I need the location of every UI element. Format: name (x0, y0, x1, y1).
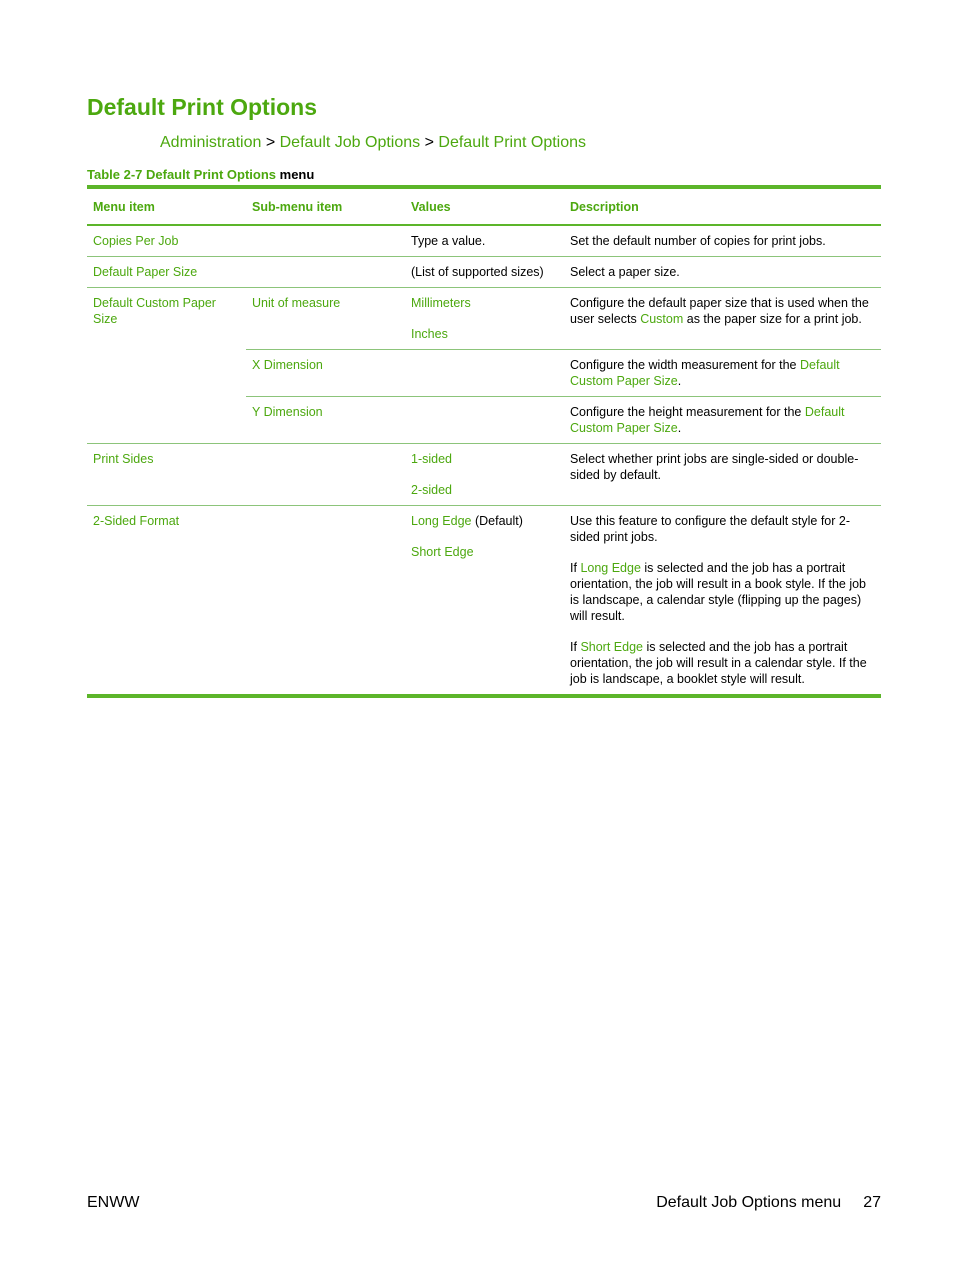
description-cell: Set the default number of copies for print jobs. (570, 234, 826, 248)
sub-menu-cell (246, 506, 405, 695)
sub-menu-y-dimension[interactable]: Y Dimension (252, 405, 323, 419)
value-cell (405, 444, 564, 506)
description-text: as the paper size for a print job. (686, 312, 862, 326)
header-menu-item: Menu item (87, 189, 246, 225)
footer-left-label: ENWW (87, 1194, 140, 1211)
sub-menu-cell (246, 397, 405, 444)
breadcrumb-link-default-print-options[interactable]: Default Print Options (438, 134, 587, 151)
page-number: 27 (863, 1194, 881, 1211)
table-header-row (87, 189, 881, 225)
sub-menu-cell (246, 257, 405, 288)
description-link-default-custom-paper-size[interactable]: Default Custom Paper Size (570, 405, 845, 435)
description-text: . (677, 421, 682, 435)
description-text: Configure the width measurement for the (570, 358, 797, 372)
breadcrumb-link-default-job-options[interactable]: Default Job Options (279, 134, 421, 151)
sub-menu-cell (246, 444, 405, 506)
menu-item-print-sides[interactable]: Print Sides (93, 452, 154, 466)
sub-menu-cell (246, 350, 405, 397)
sub-menu-x-dimension[interactable]: X Dimension (252, 358, 323, 372)
description-link-long-edge[interactable]: Long Edge (580, 561, 641, 575)
breadcrumb-link-administration[interactable]: Administration (160, 134, 262, 151)
menu-item-copies-per-job[interactable]: Copies Per Job (93, 234, 179, 248)
description-link-default-custom-paper-size[interactable]: Default Custom Paper Size (570, 358, 840, 388)
value-cell: Type a value. (411, 234, 486, 248)
value-cell (405, 506, 564, 695)
table-row (87, 444, 881, 506)
menu-item-cell (87, 225, 246, 257)
sub-menu-unit-of-measure[interactable]: Unit of measure (252, 296, 341, 310)
value-default-note: (Default) (474, 514, 523, 528)
sub-menu-cell (246, 225, 405, 257)
value-short-edge[interactable]: Short Edge (411, 545, 474, 559)
description-link-custom[interactable]: Custom (640, 312, 684, 326)
description-link-short-edge[interactable]: Short Edge (580, 640, 643, 654)
description-cell (564, 397, 881, 444)
value-cell (405, 350, 564, 397)
value-1-sided[interactable]: 1-sided (411, 452, 452, 466)
menu-item-2-sided-format[interactable]: 2-Sided Format (93, 514, 180, 528)
value-inches[interactable]: Inches (411, 327, 448, 341)
table-row (87, 225, 881, 257)
value-2-sided[interactable]: 2-sided (411, 483, 452, 497)
menu-item-default-paper-size[interactable]: Default Paper Size (93, 265, 198, 279)
value-cell: (List of supported sizes) (405, 257, 564, 288)
description-cell: Select a paper size. (564, 257, 881, 288)
page-title: Default Print Options (87, 94, 317, 120)
description-text: If (570, 561, 577, 575)
value-cell (405, 397, 564, 444)
table-caption-suffix: menu (279, 167, 315, 182)
description-paragraph (570, 560, 875, 624)
breadcrumb (160, 133, 586, 153)
header-description: Description (564, 189, 881, 225)
description-cell: Select whether print jobs are single-sided or double-sided by default. (564, 444, 881, 506)
sub-menu-cell (246, 288, 405, 350)
footer-right (656, 1193, 881, 1213)
breadcrumb-separator: > (424, 134, 434, 151)
breadcrumb-separator: > (265, 134, 276, 151)
table-caption-title: Table 2-7 Default Print Options (87, 167, 277, 182)
description-cell (564, 506, 881, 695)
header-values: Values (405, 189, 564, 225)
footer-section-title: Default Job Options menu (656, 1194, 842, 1211)
menu-item-default-custom-paper-size[interactable]: Default Custom Paper Size (93, 296, 216, 326)
value-millimeters[interactable]: Millimeters (411, 296, 471, 310)
description-text: If (570, 640, 577, 654)
description-text: is selected and the job has a portrait orientation, the job will result in a book style. If the job is landscape, a calendar style (flipping up the pages) will result. (570, 561, 866, 623)
menu-item-cell (87, 257, 246, 288)
menu-item-cell (87, 506, 246, 695)
description-cell (564, 350, 881, 397)
description-paragraph (570, 639, 875, 687)
header-sub-menu-item: Sub-menu item (246, 189, 405, 225)
description-text: is selected and the job has a portrait orientation, the job will result in a calendar style. If the job is landscape, a booklet style will result. (570, 640, 867, 686)
menu-item-cell (87, 444, 246, 506)
value-long-edge[interactable]: Long Edge (411, 514, 472, 528)
table-row (87, 257, 881, 288)
table-row (87, 506, 881, 695)
table-caption (87, 166, 314, 183)
description-text: Use this feature to configure the default style for 2-sided print jobs. (570, 514, 851, 544)
description-cell (564, 288, 881, 350)
menu-item-cell (87, 288, 246, 444)
description-text: Configure the height measurement for the (570, 405, 802, 419)
description-text: Configure the default paper size that is used when the user selects (570, 296, 869, 326)
value-cell (405, 288, 564, 350)
description-text: . (677, 374, 682, 388)
table-row (87, 288, 881, 350)
options-table (87, 185, 881, 698)
